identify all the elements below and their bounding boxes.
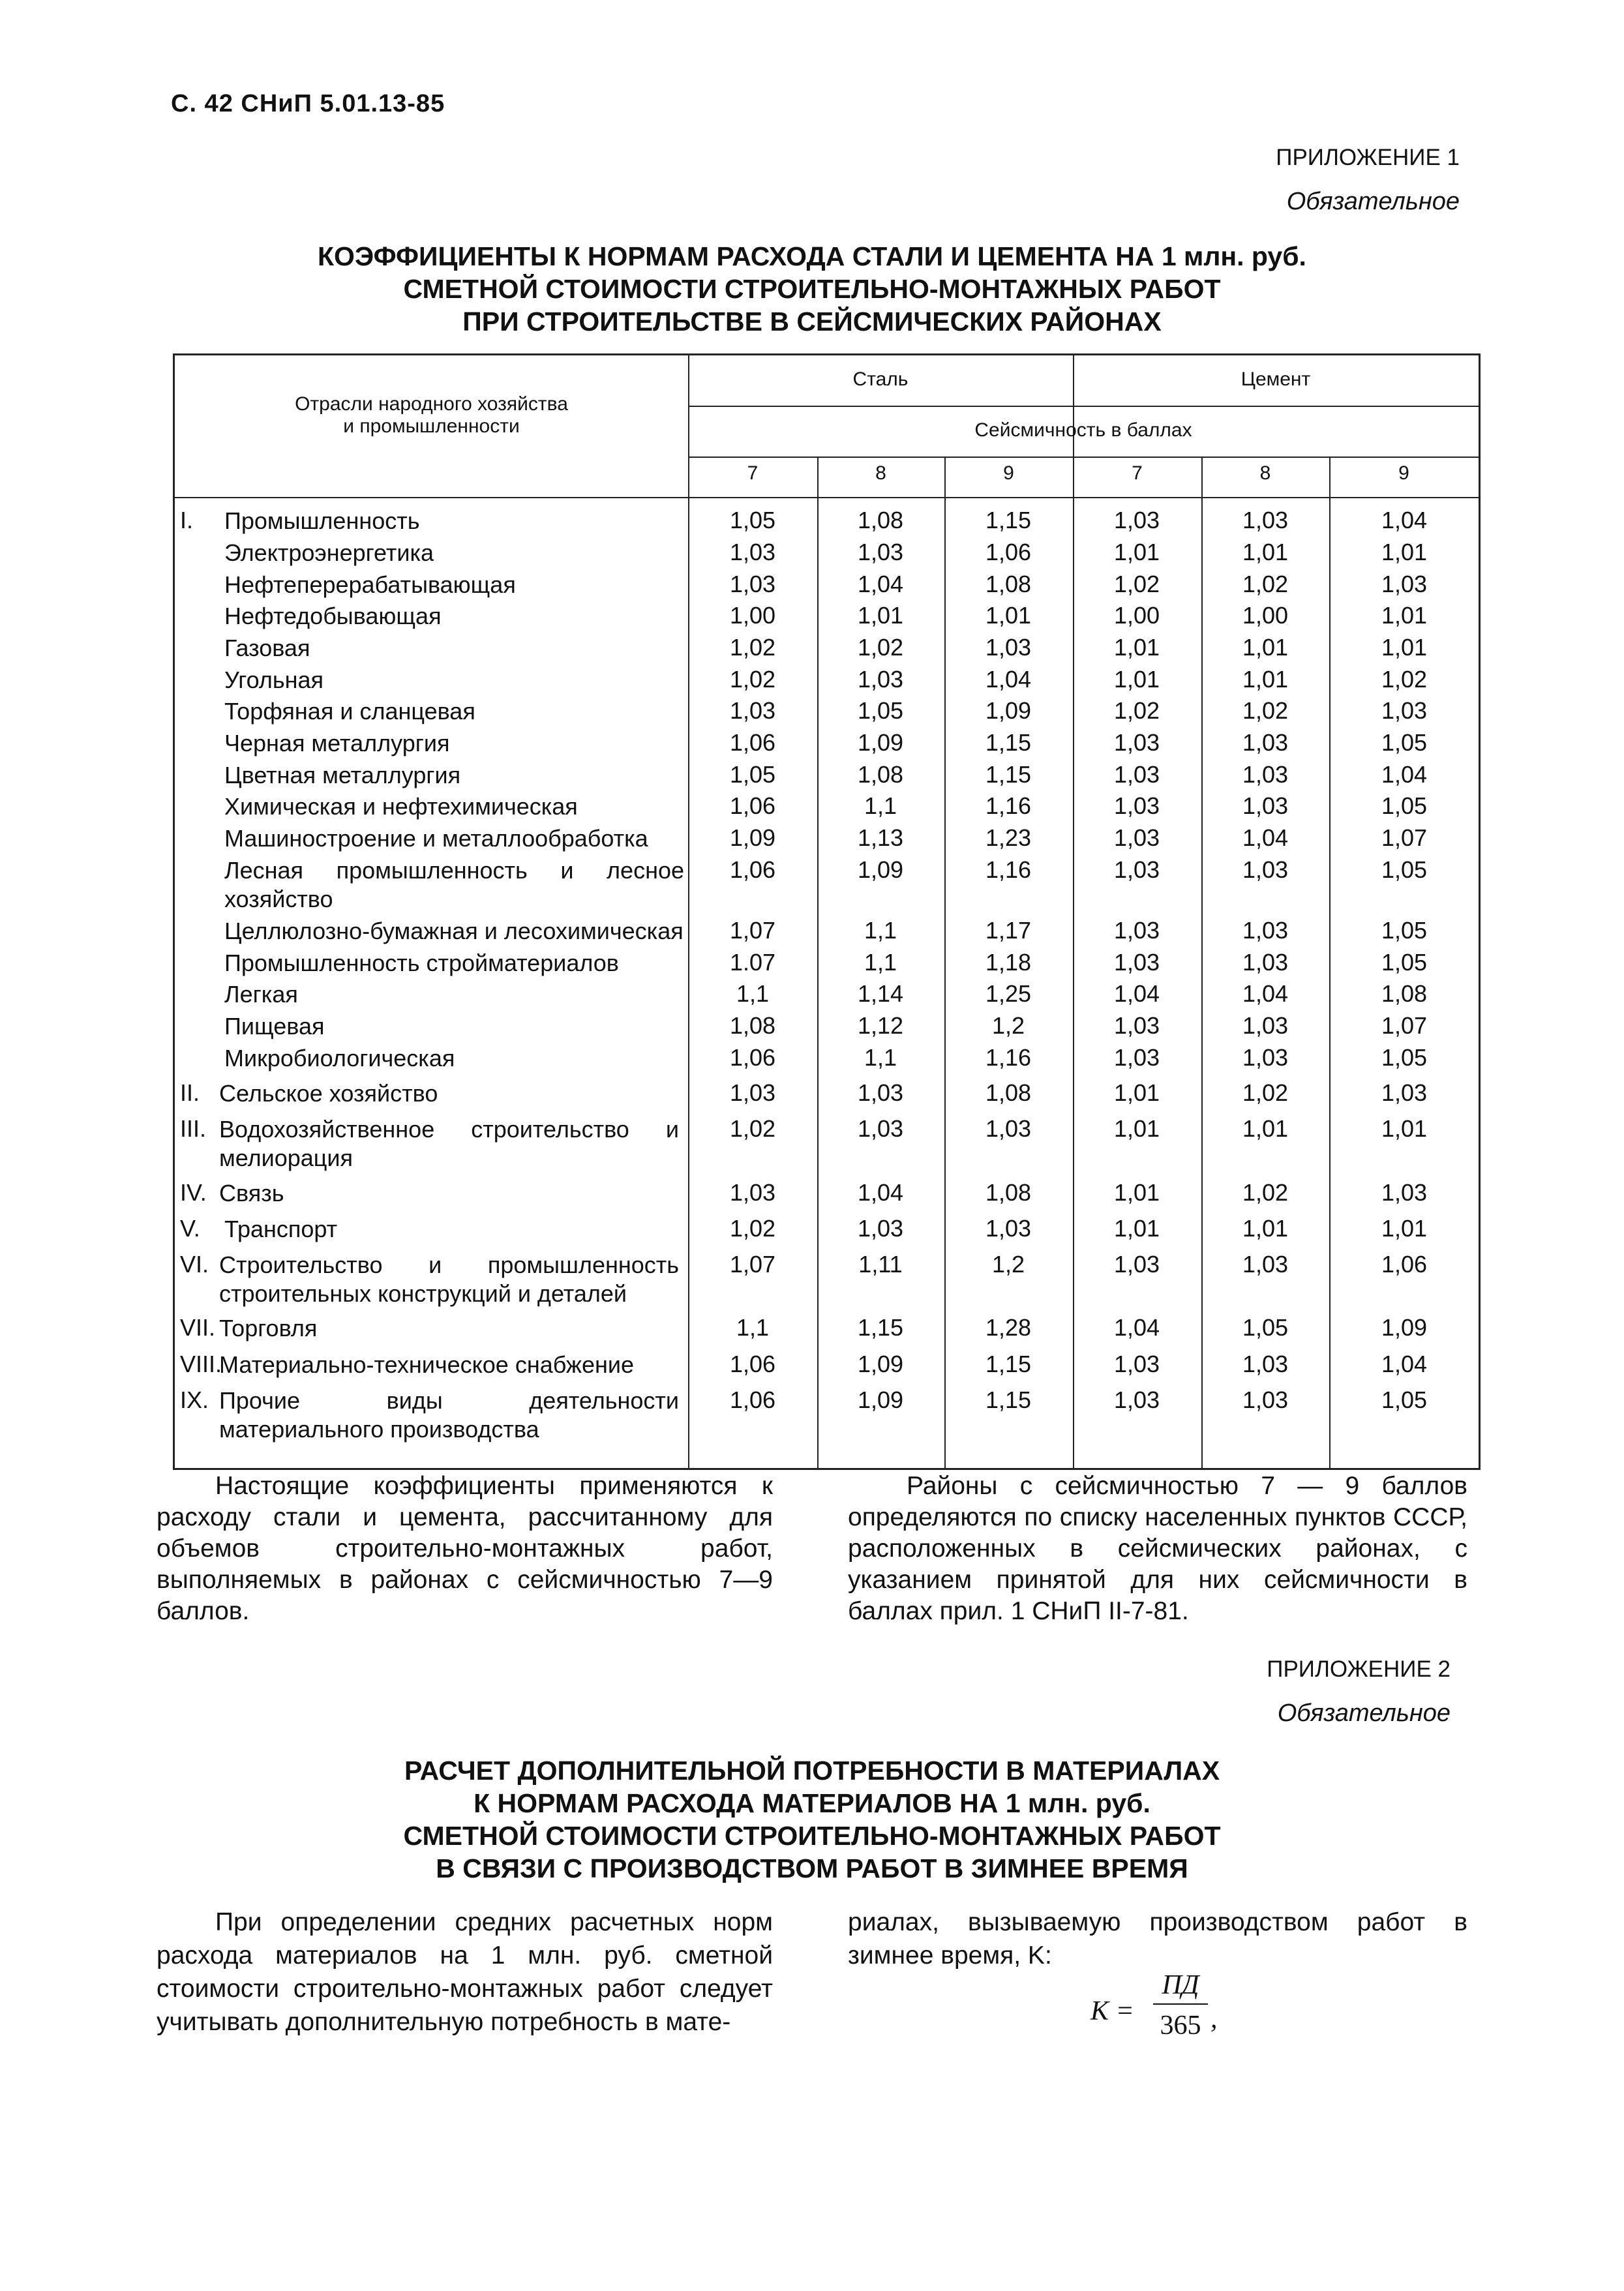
branch-name: Легкая [224,981,298,1008]
coefficient-cell: 1,01 [1113,1079,1160,1106]
coefficient-cell: 1,03 [1242,729,1289,756]
coefficient-cell: 1,01 [1381,602,1428,629]
row-number: V. [180,1215,200,1242]
coefficient-cell: 1,06 [729,856,776,883]
appendix-1-title-line: КОЭФФИЦИЕНТЫ К НОРМАМ РАСХОДА СТАЛИ И ЦЕМЕНТА НА 1 млн. руб. [318,241,1306,271]
coefficient-cell: 1,1 [864,792,897,819]
grade-header: 9 [1003,462,1014,484]
coefficient-cell: 1,02 [729,1115,776,1142]
coefficient-cell: 1,07 [729,917,776,944]
coefficient-cell: 1,01 [1381,634,1428,661]
coefficient-cell: 1,02 [1242,571,1289,597]
appendix-1-status: Обязательное [1286,188,1460,215]
branch-name: Торфяная и сланцевая [224,698,475,725]
appendix-1-title-line: ПРИ СТРОИТЕЛЬСТВЕ В СЕЙСМИЧЕСКИХ РАЙОНАХ [462,307,1162,337]
appendix-2-text-left [157,1906,773,2039]
coefficient-cell: 1,05 [1381,729,1428,756]
coefficient-cell: 1,02 [1242,1179,1289,1206]
coefficient-cell: 1,05 [729,761,776,788]
coefficient-cell: 1,04 [1242,980,1289,1007]
coefficient-cell: 1,17 [985,917,1032,944]
formula-suffix: , [1210,2004,1218,2034]
coefficient-cell: 1,04 [985,666,1032,693]
coefficient-cell: 1,05 [1381,917,1428,944]
branch-name: Нефтедобывающая [224,603,442,629]
row-number: I. [180,507,194,533]
coefficient-cell: 1,23 [985,824,1032,851]
branch-name: Газовая [224,635,310,661]
coefficient-cell: 1,09 [729,824,776,851]
formula-denominator: 365 [1160,2011,1201,2041]
appendix-2-text-left-body: При определении средних расчетных норм расхода материалов на 1 млн. руб. сметной стоимости строительно-монтажных работ следует учитывать дополнительную потребность в мате- [157,1908,773,2036]
coefficient-cell: 1,03 [1113,729,1160,756]
coefficient-cell: 1,15 [857,1314,904,1341]
coefficient-cell: 1,03 [1242,761,1289,788]
branch-name: Цветная металлургия [224,762,461,788]
coefficient-cell: 1,09 [985,697,1032,724]
coefficient-cell: 1,03 [1242,949,1289,976]
coefficient-cell: 1,01 [1113,634,1160,661]
coefficient-cell: 1,00 [1242,602,1289,629]
appendix-2-title-line: К НОРМАМ РАСХОДА МАТЕРИАЛОВ НА 1 млн. руб. [474,1788,1150,1818]
branch-name: Промышленность [224,507,420,534]
note-right-text: Районы с сейсмичностью 7 — 9 баллов определяются по списку населенных пунктов СССР, расположенных в сейсмических районах, с указанием принятой для них сейсмичности в баллах прил. 1 СНиП II-7-81. [848,1472,1467,1625]
coefficient-cell: 1,09 [857,856,904,883]
branch-name: Химическая и нефтехимическая [224,793,578,820]
coefficient-cell: 1,03 [1113,917,1160,944]
coefficient-cell: 1,01 [985,602,1032,629]
coefficient-cell: 1,16 [985,856,1032,883]
coefficient-cell: 1,06 [729,729,776,756]
branch-name: Прочие виды деятельности материального производства [219,1387,679,1443]
coefficient-cell: 1,04 [1381,507,1428,533]
coefficient-cell: 1,01 [1381,1215,1428,1242]
coefficient-cell: 1,00 [1113,602,1160,629]
coefficient-cell: 1,03 [1113,1251,1160,1278]
coefficient-cell: 1,02 [729,1215,776,1242]
branch-header-line: Отрасли народного хозяйства [295,393,568,415]
coefficient-cell: 1,1 [864,917,897,944]
coefficient-cell: 1,07 [1381,1012,1428,1039]
branch-name: Пищевая [224,1013,325,1040]
coefficient-cell: 1,03 [1381,1179,1428,1206]
coefficient-cell: 1,06 [729,1044,776,1071]
seismic-header: Сейсмичность в баллах [974,419,1192,441]
coefficient-cell: 1,15 [985,729,1032,756]
coefficients-table [173,353,1481,1470]
coefficient-cell: 1,03 [1113,1044,1160,1071]
coefficient-cell: 1,03 [1113,1351,1160,1377]
coefficient-cell: 1,03 [1242,1012,1289,1039]
steel-column-header: Сталь [852,368,909,390]
branch-name: Связь [219,1180,284,1206]
formula-numerator: ПД [1162,1970,1199,2000]
coefficient-cell: 1,18 [985,949,1032,976]
coefficient-cell: 1,03 [1113,949,1160,976]
coefficient-cell: 1,01 [1113,539,1160,565]
coefficient-cell: 1,02 [1113,697,1160,724]
coefficient-cell: 1,09 [857,1351,904,1377]
coefficient-cell: 1,02 [1113,571,1160,597]
coefficient-cell: 1,12 [857,1012,904,1039]
coefficient-cell: 1.07 [729,949,776,976]
coefficient-cell: 1,03 [1381,571,1428,597]
coefficient-cell: 1,03 [729,1079,776,1106]
coefficient-cell: 1,15 [985,507,1032,533]
coefficient-cell: 1,05 [1381,792,1428,819]
coefficient-cell: 1,04 [1113,980,1160,1007]
coefficient-cell: 1,08 [1381,980,1428,1007]
note-right [848,1471,1467,1627]
page-reference: С. 42 СНиП 5.01.13-85 [171,90,445,117]
coefficient-cell: 1,03 [1242,917,1289,944]
branch-column-header [175,393,688,438]
coefficient-cell: 1,03 [729,697,776,724]
note-left-text: Настоящие коэффициенты применяются к расходу стали и цемента, рассчитанному для объемов строительно-монтажных работ, выполняемых в районах с сейсмичностью 7—9 баллов. [157,1472,773,1625]
branch-name: Микробиологическая [224,1045,455,1071]
coefficient-cell: 1,08 [985,571,1032,597]
coefficient-cell: 1,1 [736,980,770,1007]
row-number: VI. [180,1251,209,1278]
coefficient-cell: 1,1 [864,949,897,976]
coefficient-cell: 1,11 [858,1251,903,1278]
coefficient-cell: 1,06 [729,1351,776,1377]
coefficient-cell: 1,01 [1242,666,1289,693]
coefficient-cell: 1,06 [729,1386,776,1413]
coefficient-cell: 1,03 [857,1215,904,1242]
coefficient-cell: 1,03 [1242,856,1289,883]
coefficient-cell: 1,01 [1113,1115,1160,1142]
coefficient-cell: 1,03 [857,1079,904,1106]
coefficient-cell: 1,15 [985,761,1032,788]
coefficient-cell: 1,08 [857,761,904,788]
coefficient-cell: 1,01 [1381,539,1428,565]
coefficient-cell: 1,02 [857,634,904,661]
coefficient-cell: 1,28 [985,1314,1032,1341]
branch-name: Торговля [219,1315,318,1341]
coefficient-cell: 1,08 [985,1079,1032,1106]
coefficient-cell: 1,25 [985,980,1032,1007]
coefficient-cell: 1,03 [1242,1251,1289,1278]
coefficient-cell: 1,05 [1381,949,1428,976]
coefficient-cell: 1,15 [985,1386,1032,1413]
coefficient-cell: 1,05 [729,507,776,533]
appendix-1-label: ПРИЛОЖЕНИЕ 1 [1276,145,1460,170]
coefficient-cell: 1,05 [1381,856,1428,883]
branch-name: Строительство и промышленность строительных конструкций и деталей [219,1251,679,1307]
coefficient-cell: 1,01 [1242,1115,1289,1142]
coefficient-cell: 1,03 [985,1215,1032,1242]
appendix-2-status: Обязательное [1277,1700,1451,1727]
coefficient-cell: 1,03 [1242,1044,1289,1071]
coefficient-cell: 1,06 [729,792,776,819]
coefficient-cell: 1,04 [857,1179,904,1206]
branch-name: Целлюлозно-бумажная и лесохимическая [224,918,684,944]
appendix-2-title [0,1754,1624,1885]
formula [1090,1969,1260,2048]
coefficient-cell: 1,05 [1381,1044,1428,1071]
coefficient-cell: 1,02 [1242,1079,1289,1106]
coefficient-cell: 1,07 [1381,824,1428,851]
fraction-bar [1153,2003,1208,2005]
note-left [157,1471,773,1627]
coefficient-cell: 1,04 [1113,1314,1160,1341]
grade-header: 9 [1398,462,1409,484]
coefficient-cell: 1,04 [1381,761,1428,788]
appendix-2-title-line: РАСЧЕТ ДОПОЛНИТЕЛЬНОЙ ПОТРЕБНОСТИ В МАТЕРИАЛАХ [404,1756,1220,1786]
cement-column-header: Цемент [1241,368,1311,390]
coefficient-cell: 1,01 [1113,1179,1160,1206]
coefficient-cell: 1,03 [1242,792,1289,819]
coefficient-cell: 1,06 [1381,1251,1428,1278]
coefficient-cell: 1,2 [991,1012,1025,1039]
coefficient-cell: 1,02 [729,666,776,693]
coefficient-cell: 1,03 [1242,1351,1289,1377]
coefficient-cell: 1,03 [857,666,904,693]
coefficient-cell: 1,03 [857,539,904,565]
branch-name: Электроэнергетика [224,539,434,566]
row-number: VII. [180,1314,216,1341]
appendix-2-label: ПРИЛОЖЕНИЕ 2 [1267,1656,1451,1682]
coefficient-cell: 1,16 [985,792,1032,819]
row-number: III. [180,1115,207,1142]
coefficient-cell: 1,03 [1113,792,1160,819]
row-number: IX. [180,1386,209,1413]
branch-name: Черная металлургия [224,730,450,756]
coefficient-cell: 1,09 [857,1386,904,1413]
branch-name: Лесная промышленность и лесное хозяйство [224,857,684,912]
coefficient-cell: 1,03 [1242,507,1289,533]
coefficient-cell: 1,03 [729,539,776,565]
coefficient-cell: 1,01 [857,602,904,629]
coefficient-cell: 1,02 [729,634,776,661]
coefficient-cell: 1,03 [1242,1386,1289,1413]
coefficient-cell: 1,15 [985,1351,1032,1377]
branch-header-line: и промышленности [343,415,520,437]
coefficient-cell: 1,03 [1113,824,1160,851]
branch-name: Транспорт [224,1216,338,1242]
coefficient-cell: 1,03 [1113,856,1160,883]
coefficient-cell: 1,06 [985,539,1032,565]
grade-header: 8 [875,462,886,484]
coefficient-cell: 1,08 [985,1179,1032,1206]
branch-name: Водохозяйственное строительство и мелиорация [219,1116,679,1171]
coefficient-cell: 1,01 [1242,1215,1289,1242]
coefficient-cell: 1,01 [1113,666,1160,693]
coefficient-cell: 1,03 [1381,1079,1428,1106]
coefficient-cell: 1,01 [1113,1215,1160,1242]
branch-name: Нефтеперерабатывающая [224,571,516,598]
coefficient-cell: 1,07 [729,1251,776,1278]
appendix-2-title-line: В СВЯЗИ С ПРОИЗВОДСТВОМ РАБОТ В ЗИМНЕЕ ВРЕМЯ [436,1853,1188,1883]
coefficient-cell: 1,05 [857,697,904,724]
coefficient-cell: 1,09 [857,729,904,756]
coefficient-cell: 1,00 [729,602,776,629]
coefficient-cell: 1,03 [1113,507,1160,533]
coefficient-cell: 1,16 [985,1044,1032,1071]
appendix-1-title-line: СМЕТНОЙ СТОИМОСТИ СТРОИТЕЛЬНО-МОНТАЖНЫХ РАБОТ [403,274,1221,304]
row-number: IV. [180,1179,207,1206]
coefficient-cell: 1,08 [729,1012,776,1039]
coefficient-cell: 1,03 [729,571,776,597]
coefficient-cell: 1,03 [857,1115,904,1142]
coefficient-cell: 1,02 [1242,697,1289,724]
coefficient-cell: 1,03 [1113,761,1160,788]
coefficient-cell: 1,2 [991,1251,1025,1278]
coefficient-cell: 1,09 [1381,1314,1428,1341]
coefficient-cell: 1,03 [729,1179,776,1206]
appendix-2-text-right: риалах, вызываемую производством работ в зимнее время, K: [848,1908,1467,1969]
branch-name: Угольная [224,666,323,693]
coefficient-cell: 1,05 [1242,1314,1289,1341]
coefficient-cell: 1,04 [1242,824,1289,851]
formula-lhs: K = [1090,1996,1134,2026]
coefficient-cell: 1,1 [864,1044,897,1071]
coefficient-cell: 1,01 [1242,539,1289,565]
appendix-1-title [0,240,1624,338]
coefficient-cell: 1,13 [857,824,904,851]
coefficient-cell: 1,08 [857,507,904,533]
coefficient-cell: 1,04 [857,571,904,597]
coefficient-cell: 1,03 [1381,697,1428,724]
coefficient-cell: 1,01 [1242,634,1289,661]
branch-name: Материально-техническое снабжение [219,1351,635,1378]
branch-name: Машиностроение и металлообработка [224,825,648,852]
row-number: II. [180,1079,200,1106]
appendix-2-title-line: СМЕТНОЙ СТОИМОСТИ СТРОИТЕЛЬНО-МОНТАЖНЫХ РАБОТ [403,1821,1221,1851]
coefficient-cell: 1,01 [1381,1115,1428,1142]
grade-header: 8 [1259,462,1271,484]
coefficient-cell: 1,1 [736,1314,770,1341]
coefficient-cell: 1,03 [1113,1012,1160,1039]
coefficient-cell: 1,04 [1381,1351,1428,1377]
coefficient-cell: 1,02 [1381,666,1428,693]
branch-name: Промышленность стройматериалов [224,950,619,976]
row-number: VIII. [180,1351,222,1377]
coefficient-cell: 1,14 [857,980,904,1007]
coefficient-cell: 1,05 [1381,1386,1428,1413]
grade-header: 7 [747,462,759,484]
coefficient-cell: 1,03 [985,634,1032,661]
coefficient-cell: 1,03 [985,1115,1032,1142]
grade-header: 7 [1132,462,1143,484]
coefficient-cell: 1,03 [1113,1386,1160,1413]
branch-name: Сельское хозяйство [219,1080,438,1107]
